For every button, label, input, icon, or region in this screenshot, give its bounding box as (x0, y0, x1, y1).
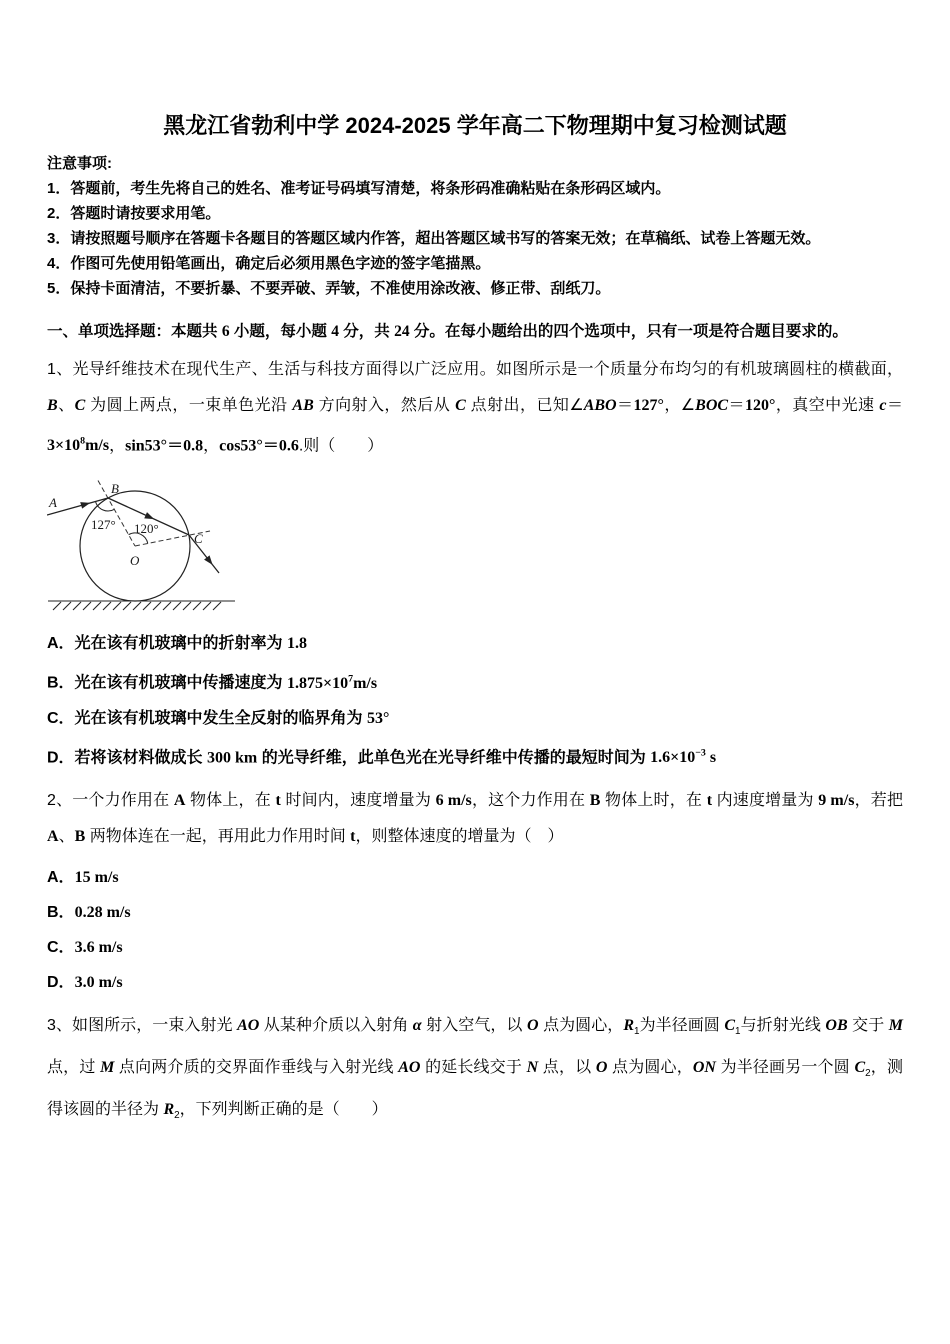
question-2-option-d: D．3.0 m/s (47, 973, 123, 991)
incident-ray-arrow (81, 503, 88, 508)
refracted-ray-arrow (145, 514, 152, 519)
question-2-text: 2、一个力作用在 A 物体上，在 t 时间内，速度增量为 6 m/s，这个力作用在 B 物体上时，在 t 内速度增量为 9 m/s，若把 A、B 两物体连在一起，再用此力作用时间 t，则整体速度的增量为（ ） (47, 791, 903, 845)
figure-label-c: C (194, 531, 203, 547)
question-1 (47, 352, 903, 775)
question-1-text: 1、光导纤维技术在现代生产、生活与科技方面得以广泛应用。如图所示是一个质量分布均匀的有机玻璃圆柱的横截面，B、C 为圆上两点，一束单色光沿 AB 方向射入，然后从 C 点射出，已知∠ABO＝127°，∠BOC＝120°，真空中光速 $c=3\times 10^8m/s$，sin53°＝0.8，cos53°＝0.6.则（ ） (47, 361, 903, 455)
angle-boc-label: 120° (134, 521, 159, 537)
notice-item-5: 5．保持卡面清洁，不要折暴、不要弄破、弄皱，不准使用涂改液、修正带、刮纸刀。 (47, 280, 611, 297)
section-1-heading: 一、单项选择题：本题共 6 小题，每小题 4 分，共 24 分。在每小题给出的四个选项中，只有一项是符合题目要求的。 (47, 323, 848, 340)
figure-label-a: A (49, 495, 57, 511)
question-1-option-a: A．光在该有机玻璃中的折射率为 1.8 (47, 635, 308, 653)
notice-item-3: 3．请按照题号顺序在答题卡各题目的答题区域内作答，超出答题区域书写的答案无效；在草稿纸、试卷上答题无效。 (47, 230, 821, 247)
question-1-option-d: D．若将该材料做成长 300 km 的光导纤维，此单色光在光导纤维中传播的最短时间为 $1.6\times 10^{-3}$ s (47, 747, 717, 766)
page-title: 黑龙江省勃利中学 2024-2025 学年高二下物理期中复习检测试题 (163, 113, 787, 138)
question-1-option-c: C．光在该有机玻璃中发生全反射的临界角为 53° (47, 709, 390, 727)
notice-item-4: 4．作图可先使用铅笔画出，确定后必须用黑色字迹的签字笔描黑。 (47, 255, 491, 272)
question-2-option-a: A．15 m/s (47, 868, 119, 886)
figure-label-b: B (111, 481, 119, 497)
notice-heading: 注意事项: (47, 155, 112, 172)
angle-abo-label: 127° (91, 517, 116, 533)
question-1-options (47, 626, 903, 775)
question-3-text: 3、如图所示，一束入射光 AO 从某种介质以入射角 α 射入空气，以 O 点为圆心，$R_1$为半径画圆 $C_1$与折射光线 OB 交于 M 点，过 M 点向两介质的交界面作垂线与入射光线 AO 的延长线交于 N 点，以 O 点为圆心，ON 为半径画另一个圆 $C_2$，测得该圆的半径为 $R_2$，下列判断正确的是（ ） (47, 1016, 903, 1122)
question-1-figure (47, 468, 242, 616)
notice-section (47, 151, 903, 301)
question-2-option-b: B．0.28 m/s (47, 903, 131, 921)
question-3 (47, 1008, 903, 1135)
figure-label-o: O (130, 553, 140, 569)
question-2-option-c: C．3.6 m/s (47, 938, 123, 956)
question-1-option-b: B．光在该有机玻璃中传播速度为 $1.875\times 10^7m/s$ (47, 673, 378, 692)
angle-arc-127 (96, 502, 115, 511)
question-2 (47, 783, 903, 1000)
question-2-options (47, 860, 903, 1000)
notice-item-1: 1．答题前，考生先将自己的姓名、准考证号码填写清楚，将条形码准确粘贴在条形码区域内。 (47, 180, 671, 197)
ground-hatching (48, 601, 235, 610)
notice-item-2: 2．答题时请按要求用笔。 (47, 205, 221, 222)
